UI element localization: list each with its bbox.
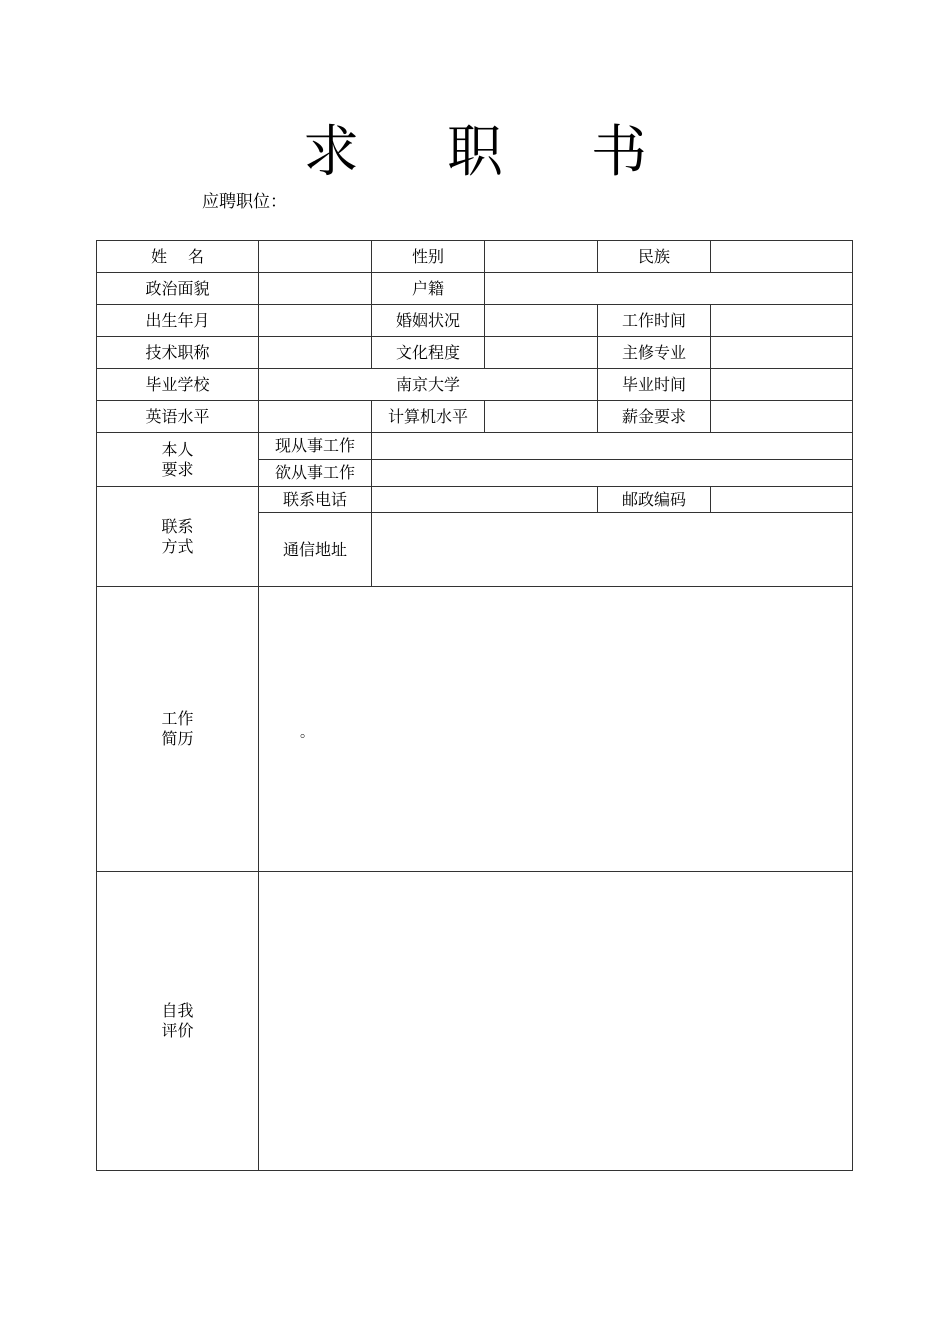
title-label: 技术职称 [97,337,259,369]
work-time-field[interactable] [711,305,853,337]
name-label: 姓 名 [97,241,259,273]
contact-label [97,487,259,587]
desired-job-label: 欲从事工作 [259,460,372,487]
self-eval-field[interactable] [259,872,853,1171]
political-field[interactable] [259,273,372,305]
ethnicity-label: 民族 [598,241,711,273]
grad-time-label: 毕业时间 [598,369,711,401]
work-history-label-line-2: 简历 [161,729,194,748]
computer-label: 计算机水平 [372,401,485,433]
phone-field[interactable] [372,487,598,513]
gender-field[interactable] [485,241,598,273]
form-row-work-history [97,587,853,872]
self-eval-label [97,872,259,1171]
phone-label: 联系电话 [259,487,372,513]
gender-label: 性别 [372,241,485,273]
contact-label-line-1: 联系 [161,516,194,536]
form-row-name [97,241,853,273]
form-row-political [97,273,853,305]
computer-field[interactable] [485,401,598,433]
major-label: 主修专业 [598,337,711,369]
work-history-label [97,587,259,872]
school-field[interactable]: 南京大学 [259,369,598,401]
salary-label: 薪金要求 [598,401,711,433]
english-label: 英语水平 [97,401,259,433]
postal-label: 邮政编码 [598,487,711,513]
title-field[interactable] [259,337,372,369]
form-row-school [97,369,853,401]
address-label: 通信地址 [259,513,372,587]
marital-label: 婚姻状况 [372,305,485,337]
school-label: 毕业学校 [97,369,259,401]
work-history-content: 。 [300,725,314,741]
title-char-1: 求 [303,120,359,185]
form-row-self-eval [97,872,853,1171]
title-char-2: 职 [447,120,503,185]
birth-label: 出生年月 [97,305,259,337]
form-row-title [97,337,853,369]
current-job-label: 现从事工作 [259,433,372,460]
desired-job-field[interactable] [372,460,853,487]
education-label: 文化程度 [372,337,485,369]
political-label: 政治面貌 [97,273,259,305]
title-char-3: 书 [591,120,647,185]
self-eval-label-line-2: 评价 [161,1021,194,1040]
application-form-table [96,240,853,1171]
form-row-phone [97,487,853,513]
form-row-current-job [97,433,853,460]
ethnicity-field[interactable] [711,241,853,273]
name-field[interactable] [259,241,372,273]
requirement-label [97,433,259,487]
requirement-label-line-1: 本人 [161,439,194,459]
document-title [0,118,950,188]
hukou-label: 户籍 [372,273,485,305]
position-label: 应聘职位： [202,192,287,212]
self-eval-label-line-1: 自我 [161,1001,194,1020]
marital-field[interactable] [485,305,598,337]
major-field[interactable] [711,337,853,369]
birth-field[interactable] [259,305,372,337]
address-field[interactable] [372,513,853,587]
english-field[interactable] [259,401,372,433]
contact-label-line-2: 方式 [161,536,194,556]
education-field[interactable] [485,337,598,369]
form-row-birth [97,305,853,337]
current-job-field[interactable] [372,433,853,460]
work-history-field[interactable] [259,587,853,872]
salary-field[interactable] [711,401,853,433]
hukou-field[interactable] [485,273,853,305]
work-history-label-line-1: 工作 [161,709,194,728]
work-time-label: 工作时间 [598,305,711,337]
postal-field[interactable] [711,487,853,513]
requirement-label-line-2: 要求 [161,459,194,479]
form-row-english [97,401,853,433]
grad-time-field[interactable] [711,369,853,401]
